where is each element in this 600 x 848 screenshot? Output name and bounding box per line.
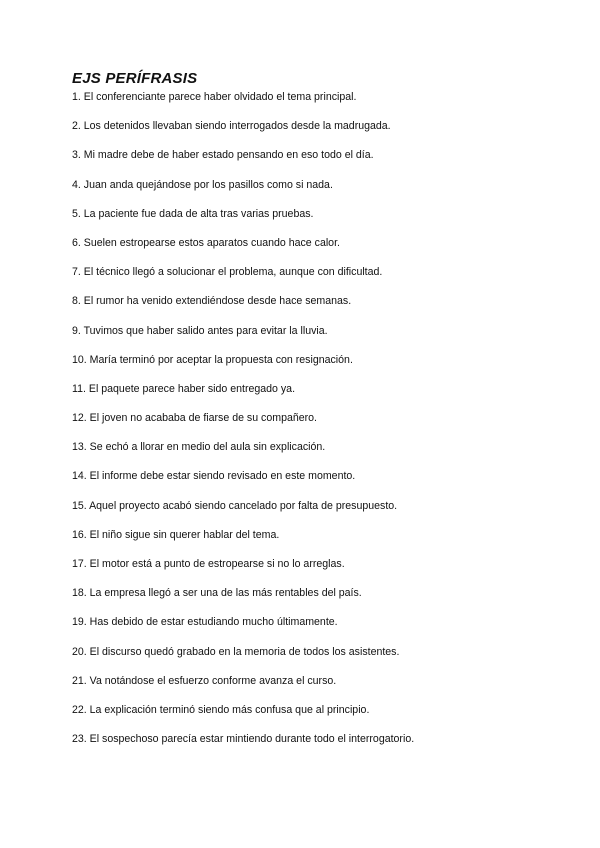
exercise-item: 23. El sospechoso parecía estar mintiendo durante todo el interrogatorio. xyxy=(72,733,415,746)
exercise-item: 18. La empresa llegó a ser una de las más rentables del país. xyxy=(72,587,362,600)
exercise-item: 6. Suelen estropearse estos aparatos cuando hace calor. xyxy=(72,236,340,249)
exercise-item: 21. Va notándose el esfuerzo conforme avanza el curso. xyxy=(72,674,337,687)
exercise-item: 20. El discurso quedó grabado en la memoria de todos los asistentes. xyxy=(72,645,400,658)
exercise-item: 13. Se echó a llorar en medio del aula sin explicación. xyxy=(72,441,326,454)
exercise-item: 14. El informe debe estar siendo revisado en este momento. xyxy=(72,470,356,483)
exercise-item: 15. Aquel proyecto acabó siendo cancelado por falta de presupuesto. xyxy=(72,499,398,512)
exercise-item: 4. Juan anda quejándose por los pasillos como si nada. xyxy=(72,178,333,191)
exercise-item: 16. El niño sigue sin querer hablar del tema. xyxy=(72,528,280,541)
exercise-item: 11. El paquete parece haber sido entregado ya. xyxy=(72,382,296,395)
exercise-item: 7. El técnico llegó a solucionar el problema, aunque con dificultad. xyxy=(72,266,383,279)
exercise-item: 12. El joven no acababa de fiarse de su compañero. xyxy=(72,412,317,425)
exercise-item: 10. María terminó por aceptar la propuesta con resignación. xyxy=(72,353,353,366)
exercise-item: 5. La paciente fue dada de alta tras varias pruebas. xyxy=(72,207,314,220)
exercise-item: 17. El motor está a punto de estropearse si no lo arreglas. xyxy=(72,558,345,570)
document-title: EJS PERÍFRASIS xyxy=(72,70,198,87)
exercise-item: 1. El conferenciante parece haber olvidado el tema principal. xyxy=(72,91,357,103)
exercise-item: 22. La explicación terminó siendo más confusa que al principio. xyxy=(72,703,370,716)
exercise-item: 8. El rumor ha venido extendiéndose desde hace semanas. xyxy=(72,295,352,308)
exercise-item: 3. Mi madre debe de haber estado pensando en eso todo el día. xyxy=(72,149,374,162)
exercise-list xyxy=(72,89,414,760)
exercise-item: 9. Tuvimos que haber salido antes para evitar la lluvia. xyxy=(72,324,328,337)
exercise-item: 2. Los detenidos llevaban siendo interrogados desde la madrugada. xyxy=(72,120,391,133)
exercise-item: 19. Has debido de estar estudiando mucho últimamente. xyxy=(72,616,338,629)
